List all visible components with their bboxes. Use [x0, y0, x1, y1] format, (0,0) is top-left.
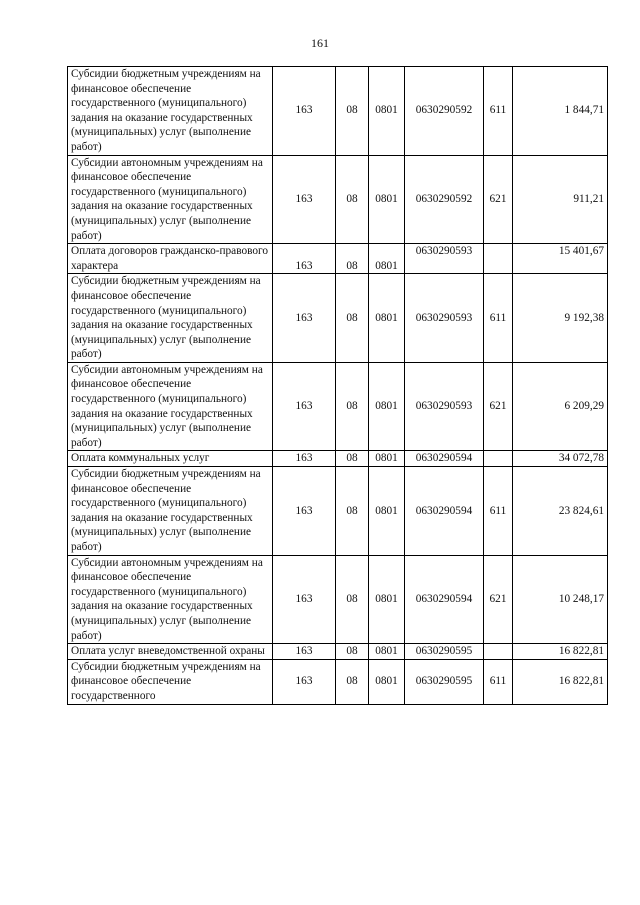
row-section: 08 — [336, 659, 369, 704]
row-section: 08 — [336, 644, 369, 660]
row-sum: 911,21 — [513, 155, 608, 244]
row-grbs: 163 — [273, 644, 336, 660]
row-grbs: 163 — [273, 244, 336, 274]
table-row — [68, 67, 608, 156]
row-sum: 9 192,38 — [513, 274, 608, 363]
row-section: 08 — [336, 467, 369, 556]
row-target-article: 0630290595 — [405, 644, 484, 660]
row-grbs: 163 — [273, 155, 336, 244]
table-row — [68, 644, 608, 660]
row-expense-type — [484, 451, 513, 467]
row-expense-type: 621 — [484, 362, 513, 451]
table-row — [68, 274, 608, 363]
row-subsection: 0801 — [369, 244, 405, 274]
row-section: 08 — [336, 555, 369, 644]
row-sum: 6 209,29 — [513, 362, 608, 451]
row-name: Субсидии автономным учреждениям на финансовое обеспечение государственного (муниципального) задания на оказание государственных (муниципальных) услуг (выполнение работ) — [68, 155, 273, 244]
row-expense-type: 611 — [484, 659, 513, 704]
table-row — [68, 659, 608, 704]
row-name: Субсидии автономным учреждениям на финансовое обеспечение государственного (муниципального) задания на оказание государственных (муниципальных) услуг (выполнение работ) — [68, 362, 273, 451]
table-row — [68, 155, 608, 244]
row-subsection: 0801 — [369, 555, 405, 644]
row-target-article: 0630290594 — [405, 451, 484, 467]
row-target-article: 0630290593 — [405, 362, 484, 451]
row-expense-type: 611 — [484, 467, 513, 556]
table-row — [68, 451, 608, 467]
budget-table — [67, 66, 608, 705]
row-name: Субсидии бюджетным учреждениям на финансовое обеспечение государственного (муниципального) задания на оказание государственных (муниципальных) услуг (выполнение работ) — [68, 67, 273, 156]
row-sum: 16 822,81 — [513, 659, 608, 704]
row-grbs: 163 — [273, 274, 336, 363]
row-subsection: 0801 — [369, 274, 405, 363]
row-sum: 1 844,71 — [513, 67, 608, 156]
table-row — [68, 244, 608, 274]
row-name: Субсидии бюджетным учреждениям на финансовое обеспечение государственного (муниципального) задания на оказание государственных (муниципальных) услуг (выполнение работ) — [68, 274, 273, 363]
row-name: Оплата услуг вневедомственной охраны — [68, 644, 273, 660]
table-row — [68, 362, 608, 451]
row-section: 08 — [336, 451, 369, 467]
row-expense-type: 621 — [484, 155, 513, 244]
row-target-article: 0630290593 — [405, 274, 484, 363]
row-grbs: 163 — [273, 362, 336, 451]
row-grbs: 163 — [273, 67, 336, 156]
row-target-article: 0630290594 — [405, 467, 484, 556]
row-subsection: 0801 — [369, 362, 405, 451]
row-expense-type — [484, 244, 513, 274]
row-target-article: 0630290593 — [405, 244, 484, 274]
row-sum: 23 824,61 — [513, 467, 608, 556]
row-expense-type: 621 — [484, 555, 513, 644]
row-expense-type — [484, 644, 513, 660]
row-name: Субсидии бюджетным учреждениям на финансовое обеспечение государственного (муниципального) задания на оказание государственных (муниципальных) услуг (выполнение работ) — [68, 467, 273, 556]
row-sum: 15 401,67 — [513, 244, 608, 274]
row-target-article: 0630290595 — [405, 659, 484, 704]
row-subsection: 0801 — [369, 451, 405, 467]
row-section: 08 — [336, 362, 369, 451]
table-row — [68, 555, 608, 644]
table-row — [68, 467, 608, 556]
row-target-article: 0630290592 — [405, 67, 484, 156]
row-target-article: 0630290592 — [405, 155, 484, 244]
row-grbs: 163 — [273, 555, 336, 644]
row-expense-type: 611 — [484, 274, 513, 363]
row-subsection: 0801 — [369, 659, 405, 704]
row-subsection: 0801 — [369, 467, 405, 556]
row-sum: 16 822,81 — [513, 644, 608, 660]
row-section: 08 — [336, 155, 369, 244]
row-grbs: 163 — [273, 451, 336, 467]
row-section: 08 — [336, 67, 369, 156]
row-section: 08 — [336, 244, 369, 274]
row-name: Оплата коммунальных услуг — [68, 451, 273, 467]
row-sum: 10 248,17 — [513, 555, 608, 644]
row-sum: 34 072,78 — [513, 451, 608, 467]
row-name: Субсидии бюджетным учреждениям на финансовое обеспечение государственного — [68, 659, 273, 704]
row-name: Оплата договоров гражданско-правового характера — [68, 244, 273, 274]
row-subsection: 0801 — [369, 155, 405, 244]
row-target-article: 0630290594 — [405, 555, 484, 644]
row-expense-type: 611 — [484, 67, 513, 156]
row-section: 08 — [336, 274, 369, 363]
row-subsection: 0801 — [369, 644, 405, 660]
row-name: Субсидии автономным учреждениям на финансовое обеспечение государственного (муниципального) задания на оказание государственных (муниципальных) услуг (выполнение работ) — [68, 555, 273, 644]
row-grbs: 163 — [273, 659, 336, 704]
page-number: 161 — [311, 36, 329, 50]
row-grbs: 163 — [273, 467, 336, 556]
row-subsection: 0801 — [369, 67, 405, 156]
